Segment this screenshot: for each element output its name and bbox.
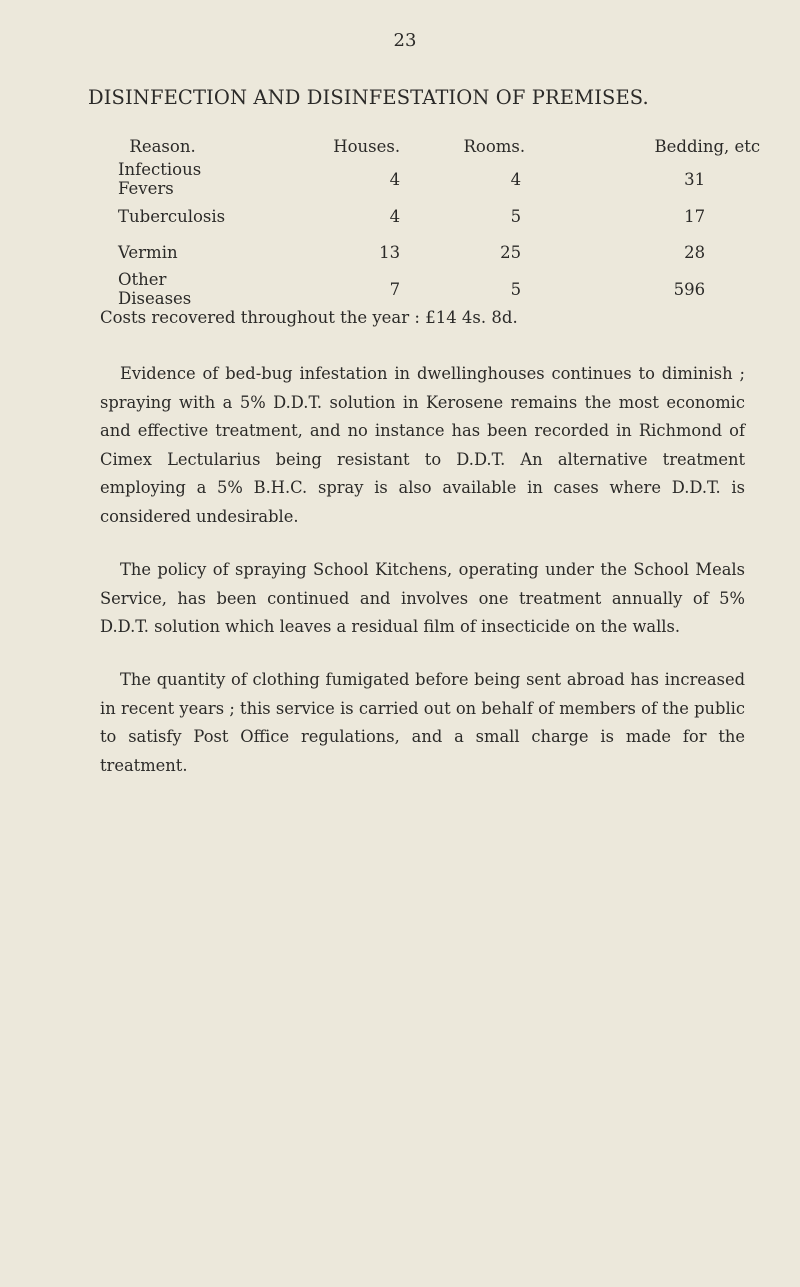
cell-rooms: 5 [510, 279, 522, 299]
disinfection-table [100, 132, 760, 308]
section-title: DISINFECTION AND DISINFESTATION OF PREMISES. [88, 86, 649, 109]
costs-recovered: Costs recovered throughout the year : £14 4s. 8d. [100, 308, 518, 327]
paragraph-bedbug: Evidence of bed-bug infestation in dwellinghouses continues to diminish ; spraying with a 5% D.D.T. solution in Kerosene remains the most economic and effective treatment, and no instance has been recorded in Richmond of Cimex Lectularius being resistant to D.D.T. An alternative treatment employing a 5% B.H.C. spray is also available in cases where D.D.T. is considered undesirable. [100, 364, 745, 526]
header-reason: Reason. [129, 136, 196, 156]
cell-reason: Other Diseases [118, 270, 192, 308]
cell-bedding: 596 [673, 279, 706, 299]
table-header-row [100, 132, 760, 160]
paragraph-clothing: The quantity of clothing fumigated before being sent abroad has increased in recent years ; this service is carried out on behalf of members of the public to satisfy Post Office regulations, and a small charge is made for the treatment. [100, 670, 745, 775]
cell-bedding: 17 [684, 206, 706, 226]
table-row [100, 198, 760, 234]
header-houses: Houses. [333, 136, 401, 156]
cell-bedding: 28 [684, 242, 706, 262]
table-row [100, 270, 760, 308]
cell-reason: Tuberculosis [118, 206, 226, 226]
cell-houses: 13 [379, 242, 401, 262]
cell-houses: 7 [389, 279, 401, 299]
table-row [100, 160, 760, 198]
paragraph-school-kitchens: The policy of spraying School Kitchens, operating under the School Meals Service, has been continued and involves one treatment annually of 5% D.D.T. solution which leaves a residual film of insecticide on the walls. [100, 560, 745, 637]
header-bedding: Bedding, etc [654, 136, 761, 156]
header-rooms: Rooms. [463, 136, 526, 156]
cell-rooms: 5 [510, 206, 522, 226]
cell-bedding: 31 [684, 169, 706, 189]
cell-rooms: 4 [510, 169, 522, 189]
cell-rooms: 25 [500, 242, 522, 262]
cell-houses: 4 [389, 206, 401, 226]
cell-houses: 4 [389, 169, 401, 189]
table-row [100, 234, 760, 270]
cell-reason: Infectious Fevers [118, 160, 202, 198]
cell-reason: Vermin [118, 242, 178, 262]
page-number: 23 [393, 30, 417, 51]
